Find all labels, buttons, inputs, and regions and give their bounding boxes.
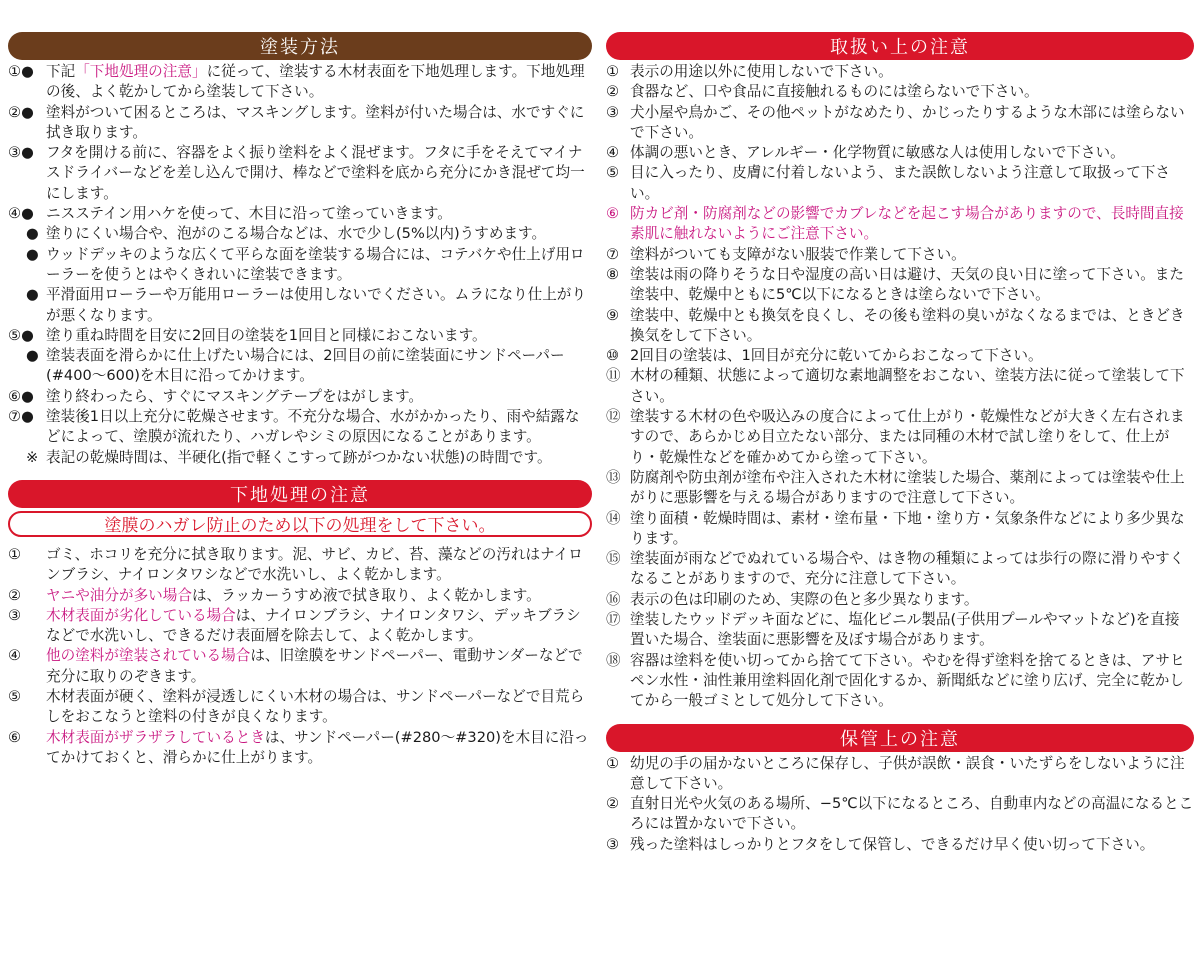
list-item [8,728,592,769]
body-text: フタを開ける前に、容器をよく振り塗料をよく混ぜます。フタに手をそえてマイナスドライバーなどを差し込んで開け、棒などで塗料を底から充分にかき混ぜて均一にします。 [46,144,585,202]
list-item [606,835,1194,855]
item-text [630,651,1194,712]
body-text: ウッドデッキのような広くて平らな面を塗装する場合には、コテバケや仕上げ用ローラーを使うとはやくきれいに塗装できます。 [46,245,585,283]
item-text [630,346,1194,366]
list-item [8,326,592,346]
item-marker: ⑱ [606,651,621,669]
list-item [8,448,592,468]
body-text: 表示の色は印刷のため、実際の色と多少異なります。 [630,590,979,608]
item-marker: ⑫ [606,408,621,426]
item-text [630,245,1194,265]
item-marker: ⑥ [8,728,22,746]
body-text: 塗装面が雨などでぬれている場合や、はき物の種類によっては歩行の際に滑りやすくなることがありますので、充分に注意して下さい。 [630,550,1185,588]
list-item [606,245,1194,265]
item-marker: ② [606,83,620,101]
list-item [8,245,592,286]
body-text: ゴミ、ホコリを充分に拭き取ります。泥、サビ、カビ、苔、藻などの汚れはナイロンブラシ、ナイロンタワシなどで水洗いし、よく乾かします。 [46,545,583,584]
item-text [630,306,1194,347]
item-text [630,590,1194,610]
item-marker: ⑧ [606,265,620,283]
body-text: 犬小屋や鳥かご、その他ペットがなめたり、かじったりするような木部には塗らないで下さい。 [630,103,1185,141]
body-text: 塗り面積・乾燥時間は、素材・塗布量・下地・塗り方・気象条件などにより多少異なります。 [630,509,1185,547]
body-text: 下記 [46,63,76,80]
list-item [8,545,592,586]
item-text [46,143,592,204]
list-item [606,549,1194,590]
body-text: 塗装表面を滑らかに仕上げたい場合には、2回目の前に塗装面にサンドペーパー(#400〜600)を木目に沿ってかけます。 [46,347,565,385]
item-text [46,103,592,144]
list-item [8,606,592,647]
prep-list [8,545,592,768]
body-text: は、ラッカーうすめ液で拭き取り、よく乾かします。 [191,586,541,604]
emphasis-text: 木材表面がザラザラしているとき [46,728,265,746]
item-marker: ② [606,795,620,813]
body-text: 直射日光や火気のある場所、−5℃以下になるところ、自動車内などの高温になるところには置かないで下さい。 [630,795,1194,833]
list-item [606,82,1194,102]
list-item [8,62,592,103]
item-text [630,835,1194,855]
body-text: 2回目の塗装は、1回目が充分に乾いてからおこなって下さい。 [630,347,1043,365]
list-item [606,754,1194,795]
item-marker: ③ [8,606,22,624]
body-text: 塗りにくい場合や、泡がのこる場合などは、水で少し(5%以内)うすめます。 [46,225,547,243]
item-marker: ④● [8,205,34,223]
body-text: 食器など、口や食品に直接触れるものには塗らないで下さい。 [630,83,1039,101]
list-item [8,646,592,687]
item-text [46,62,592,103]
item-text [46,687,592,728]
item-marker: ⑩ [606,347,620,365]
item-text [630,82,1194,102]
body-text: 残った塗料はしっかりとフタをして保管し、できるだけ早く使い切って下さい。 [630,835,1155,853]
item-text [46,606,592,647]
list-item [606,366,1194,407]
prep-subtitle: 塗膜のハガレ防止のため以下の処理をして下さい。 [104,516,496,537]
list-item [8,204,592,224]
handling-list [606,62,1194,712]
list-item [606,204,1194,245]
list-item [606,163,1194,204]
left-column [8,0,592,768]
emphasis-text: 防カビ剤・防腐剤などの影響でカブレなどを起こす場合がありますので、長時間直接素肌に触れないようにご注意下さい。 [630,205,1184,243]
item-text [630,509,1194,550]
item-text [46,224,592,244]
item-text [630,143,1194,163]
item-marker: ⑥ [606,205,620,223]
body-text: 幼児の手の届かないところに保存し、子供が誤飲・誤食・いたずらをしないように注意して下さい。 [630,754,1185,792]
item-text [630,103,1194,144]
body-text: 塗装後1日以上充分に乾燥させます。不充分な場合、水がかかったり、雨や結露などによって、塗膜が流れたり、ハガレやシミの原因になることがあります。 [46,408,580,446]
body-text: 塗装したウッドデッキ面などに、塩化ビニル製品(子供用プールやマットなど)を直接置いた場合、塗装面に悪影響を及ぼす場合があります。 [630,611,1180,649]
list-item [8,285,592,326]
item-marker: ④ [8,647,22,665]
list-item [606,468,1194,509]
item-marker: ② [8,586,22,604]
body-text: 塗装中、乾燥中とも換気を良くし、その後も塗料の臭いがなくなるまでは、ときどき換気をして下さい。 [630,306,1185,344]
body-text: ニスステイン用ハケを使って、木目に沿って塗っていきます。 [46,205,452,223]
body-text: 塗料がついても支障がない服装で作業して下さい。 [630,245,966,263]
item-text [46,448,592,468]
item-marker: ⑪ [606,367,621,385]
list-item [8,143,592,204]
item-marker: ⑦ [606,245,620,263]
item-text [630,265,1194,306]
body-text: 目に入ったり、皮膚に付着しないよう、また誤飲しないよう注意して取扱って下さい。 [630,164,1170,202]
item-marker: ⑨ [606,306,620,324]
list-item [606,407,1194,468]
item-text [46,245,592,286]
list-item [8,687,592,728]
method-title: 塗装方法 [260,37,340,58]
body-text: は、サンドペーパー(#280〜#320)を木目に沿ってかけておくと、滑らかに仕上がります。 [46,728,589,766]
body-text: 体調の悪いとき、アレルギー・化学物質に敏感な人は使用しないで下さい。 [630,144,1125,162]
item-text [46,728,592,769]
item-text [630,204,1194,245]
body-text: 容器は塗料を使い切ってから捨てて下さい。やむを得ず塗料を捨てるときは、アサヒペン水性・油性兼用塗料固化剤で固化するか、新聞紙などに塗り広げ、完全に乾かしてから一般ゴミとして処分して下さい。 [630,651,1185,710]
body-text: 塗装する木材の色や吸込みの度合によって仕上がり・乾燥性などが大きく左右されますので、あらかじめ目立たない部分、または同種の木材で試し塗りをして、仕上がり・乾燥性などを確かめてから塗って下さい。 [630,408,1185,466]
item-marker: ⑦● [8,408,34,426]
item-marker: ⑤ [606,164,620,182]
body-text: 木材の種類、状態によって適切な素地調整をおこない、塗装方法に従って塗装して下さい。 [630,367,1185,405]
list-item [8,586,592,606]
body-text: 防腐剤や防虫剤が塗布や注入された木材に塗装した場合、薬剤によっては塗装や仕上がりに悪影響を与える場合がありますので注意して下さい。 [630,468,1185,507]
storage-header [606,724,1194,752]
item-text [630,366,1194,407]
item-marker: ③ [606,103,620,121]
list-item [606,265,1194,306]
item-marker: ⑰ [606,611,621,629]
body-text: 塗装は雨の降りそうな日や湿度の高い日は避け、天気の良い日に塗って下さい。また塗装中、乾燥中ともに5℃以下になるときは塗らないで下さい。 [630,265,1184,304]
item-text [46,545,592,586]
emphasis-text: 「下地処理の注意」 [75,63,207,80]
item-marker: ① [606,754,620,772]
body-text: 塗料がついて困るところは、マスキングします。塗料が付いた場合は、水ですぐに拭き取ります。 [46,103,585,141]
body-text: は、ナイロンブラシ、ナイロンタワシ、デッキブラシなどで水洗いし、できるだけ表面層を除去して、よく乾かします。 [46,606,581,645]
item-text [630,468,1194,509]
item-marker: ②● [8,103,34,121]
item-text [630,794,1194,835]
item-text [46,285,592,326]
item-text [630,407,1194,468]
item-text [46,407,592,448]
list-item [606,509,1194,550]
body-text: 表示の用途以外に使用しないで下さい。 [630,63,893,80]
item-marker: ⑤ [8,688,22,706]
item-marker: ①● [8,63,34,80]
item-marker: ● [26,225,39,243]
item-text [630,163,1194,204]
item-marker: ⑯ [606,590,621,608]
item-marker: ④ [606,144,620,162]
item-marker: ⑭ [606,509,621,527]
item-text [630,610,1194,651]
item-text [46,346,592,387]
list-item [8,387,592,407]
body-text: 塗り重ね時間を目安に2回目の塗装を1回目と同様におこないます。 [46,326,487,344]
item-text [46,204,592,224]
body-text: 表記の乾燥時間は、半硬化(指で軽くこすって跡がつかない状態)の時間です。 [46,448,552,466]
item-marker: ⑥● [8,387,34,405]
list-item [606,651,1194,712]
list-item [606,103,1194,144]
right-column [606,0,1194,855]
emphasis-text: 木材表面が劣化している場合 [46,606,236,624]
list-item [8,346,592,387]
item-text [630,62,1194,82]
item-marker: ● [26,286,39,304]
method-list [8,62,592,468]
handling-title: 取扱い上の注意 [830,37,970,58]
item-marker: ● [26,347,39,365]
list-item [606,143,1194,163]
item-text [46,387,592,407]
item-marker: ① [8,545,22,563]
emphasis-text: 他の塗料が塗装されている場合 [46,647,251,665]
list-item [8,224,592,244]
storage-list [606,754,1194,855]
item-marker: ⑤● [8,326,34,344]
item-text [630,549,1194,590]
item-marker: ※ [26,448,39,466]
prep-subtitle-banner [8,511,592,537]
prep-header [8,480,592,508]
list-item [606,306,1194,347]
item-text [46,646,592,687]
handling-header [606,32,1194,60]
item-marker: ⑬ [606,468,621,486]
item-marker: ① [606,63,620,80]
list-item [606,346,1194,366]
item-marker: ③ [606,835,620,853]
list-item [8,407,592,448]
item-text [46,586,592,606]
body-text: 塗り終わったら、すぐにマスキングテープをはがします。 [46,387,423,405]
item-marker: ③● [8,144,34,162]
prep-title: 下地処理の注意 [230,484,370,506]
storage-title: 保管上の注意 [840,728,960,750]
item-text [630,754,1194,795]
body-text: に従って、塗装する木材表面を下地処理します。下地処理の後、よく乾かしてから塗装して下さい。 [46,63,585,101]
method-header [8,32,592,60]
list-item [606,794,1194,835]
body-text: は、旧塗膜をサンドペーパー、電動サンダーなどで充分に取りのぞきます。 [46,647,583,685]
emphasis-text: ヤニや油分が多い場合 [46,586,192,604]
list-item [606,610,1194,651]
list-item [606,590,1194,610]
body-text: 木材表面が硬く、塗料が浸透しにくい木材の場合は、サンドペーパーなどで目荒らしをおこなうと塗料の付きが良くなります。 [46,688,585,726]
item-text [46,326,592,346]
list-item [606,62,1194,82]
body-text: 平滑面用ローラーや万能用ローラーは使用しないでください。ムラになり仕上がりが悪くなります。 [46,286,586,324]
item-marker: ● [26,245,39,263]
list-item [8,103,592,144]
item-marker: ⑮ [606,550,621,568]
